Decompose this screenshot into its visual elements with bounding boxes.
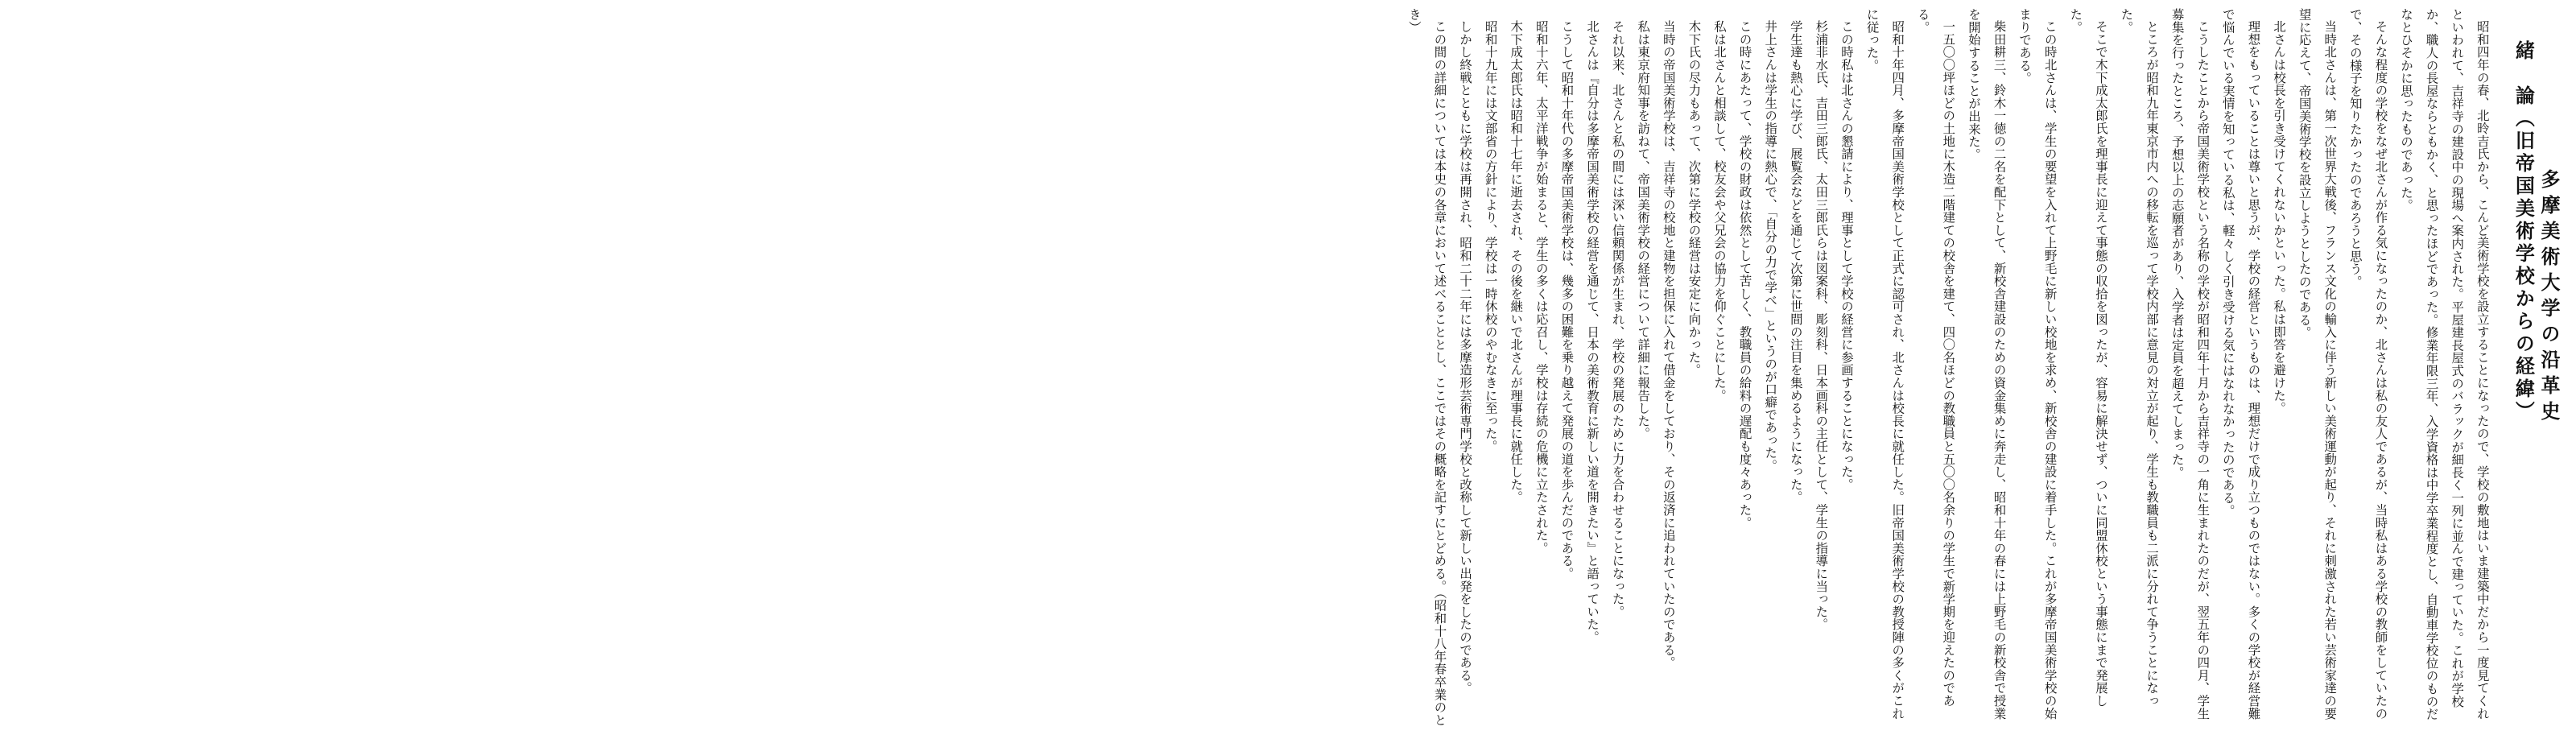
body-paragraph: 理想をもっていることは尊いと思うが、学校の経営というものは、理想だけで成り立つものではない。多くの学校が経営難で悩んでいる実情を知っている私は、軽々しく引き受ける気にはなれなかったのである。 bbox=[2220, 8, 2261, 720]
body-paragraph: この時私は北さんの懇請により、理事として学校の経営に参画することになった。 bbox=[1839, 20, 1854, 491]
body-paragraph: 学生達も熱心に学び、展覧会などを通じて次第に世間の注目を集めるようになった。 bbox=[1788, 20, 1803, 504]
body-paragraph: 一五〇〇坪ほどの土地に木造二階建ての校舎を建て、四〇名ほどの教職員と五〇〇名余りの学生で新学期を迎えたのである。 bbox=[1915, 8, 1956, 708]
body-paragraph: ところが昭和九年東京市内への移転を巡って学校内部に意見の対立が起り、学生も教職員も二派に分れて争うことになった。 bbox=[2119, 8, 2160, 708]
body-paragraph: 北さんは『自分は多摩帝国美術学校の経営を通じて、日本の美術教育に新しい道を開きたい』と語っていた。 bbox=[1585, 20, 1600, 644]
body-paragraph: 当時の帝国美術学校は、吉祥寺の校地と建物を担保に入れて借金をしており、その返済に追われていたのである。 bbox=[1661, 20, 1676, 670]
body-paragraph: しかし終戦とともに学校は再開され、昭和二十二年には多摩造形芸術専門学校と改称して新しい出発をしたのである。 bbox=[1458, 20, 1473, 695]
body-paragraph: 杉浦非水氏、吉田三郎氏、太田三郎氏らは図案科、彫刻科、日本画科の主任として、学生の指導に当った。 bbox=[1814, 20, 1829, 631]
body-paragraph: この時にあたって、学校の財政は依然として苦しく、教職員の給料の遅配も度々あった。 bbox=[1737, 20, 1752, 530]
body-paragraph: 井上さんは学生の指導に熱心で、「自分の力で学べ」というのが口癖であった。 bbox=[1763, 20, 1778, 473]
body-paragraph: この時北さんは、学生の要望を入れて上野毛に新しい校地を求め、新校舎の建設に着手した。これが多摩帝国美術学校の始まりである。 bbox=[2017, 8, 2058, 720]
body-paragraph: 昭和十六年、太平洋戦争が始まると、学生の多くは応召し、学校は存続の危機に立たされた。 bbox=[1534, 20, 1549, 555]
body-paragraph: 昭和十九年には文部省の方針により、学校は一時休校のやむなきに至った。 bbox=[1483, 20, 1498, 453]
body-paragraph: 私は北さんと相談して、校友会や父兄会の協力を仰ぐことにした。 bbox=[1712, 20, 1727, 403]
chapter-heading: 緒 論（旧帝国美術学校からの経緯） bbox=[2512, 40, 2536, 423]
body-paragraph: 当時北さんは、第一次世界大戦後、フランス文化の輸入に伴う新しい美術運動が起り、それに刺激された若い芸術家達の要望に応えて、帝国美術学校を設立しようとしたのである。 bbox=[2297, 8, 2338, 720]
body-paragraph: こうしたことから帝国美術学校という名称の学校が昭和四年十月から吉祥寺の一角に生まれたのだが、翌五年の四月、学生募集を行ったところ、予想以上の志願者があり、入学者は定員を超えてしまった。 bbox=[2169, 8, 2211, 720]
body-paragraph: 柴田耕三、鈴木一徳の二名を配下として、新校舎建設のための資金集めに奔走し、昭和十年の春には上野毛の新校舎で授業を開始することが出来た。 bbox=[1966, 8, 2007, 720]
title-block bbox=[2511, 8, 2562, 733]
series-title: 多摩美術大学の沿革史 bbox=[2537, 169, 2561, 427]
body-paragraph: そんな程度の学校をなぜ北さんが作る気になったのか、北さんは私の友人であるが、当時私はある学校の教師をしていたので、その様子を知りたかったのであろうと思う。 bbox=[2347, 8, 2388, 720]
vertical-text-body bbox=[8, 8, 2562, 733]
body-paragraph: 木下氏の尽力もあって、次第に学校の経営は安定に向かった。 bbox=[1686, 20, 1702, 377]
body-paragraph: そこで木下成太郎氏を理事長に迎えて事態の収拾を図ったが、容易に解決せず、ついに同盟休校という事態にまで発展した。 bbox=[2068, 8, 2108, 708]
body-paragraph: 昭和十年四月、多摩帝国美術学校として正式に認可され、北さんは校長に就任した。旧帝国美術学校の教授陣の多くがこれに従った。 bbox=[1864, 8, 1905, 720]
body-paragraph: こうして昭和十年代の多摩帝国美術学校は、幾多の困難を乗り越えて発展の道を歩んだのである。 bbox=[1559, 20, 1575, 580]
body-paragraph: この間の詳細については本史の各章において述べることとし、ここではその概略を記すにとどめる。（昭和十八年春卒業のとき） bbox=[1406, 8, 1447, 727]
body-paragraph: 昭和四年の春、北昤吉氏から、こんど美術学校を設立することになったので、学校の敷地はいま建築中だから一度見てくれといわれて、吉祥寺の建設中の現場へ案内された。平屋建長屋式のバラックが細長く一列に並んで建っていた。これが学校か、職人の長屋ならともかく、と思ったほどであった。修業年限三年、入学資格は中学卒業程度とし、自動車学校位のものだなとひそかに思ったものであった。 bbox=[2399, 8, 2490, 720]
body-paragraph: 私は東京府知事を訪ねて、帝国美術学校の経営について詳細に報告した。 bbox=[1636, 20, 1651, 440]
body-paragraphs bbox=[1401, 8, 2495, 733]
body-paragraph: 北さんは校長を引き受けてくれないかといった。私は即答を避けた。 bbox=[2272, 20, 2287, 415]
body-paragraph: 木下成太郎氏は昭和十七年に逝去され、その後を継いで北さんが理事長に就任した。 bbox=[1509, 20, 1524, 504]
body-paragraph: それ以来、北さんと私の間には深い信頼関係が生まれ、学校の発展のために力を合わせることになった。 bbox=[1610, 20, 1625, 618]
